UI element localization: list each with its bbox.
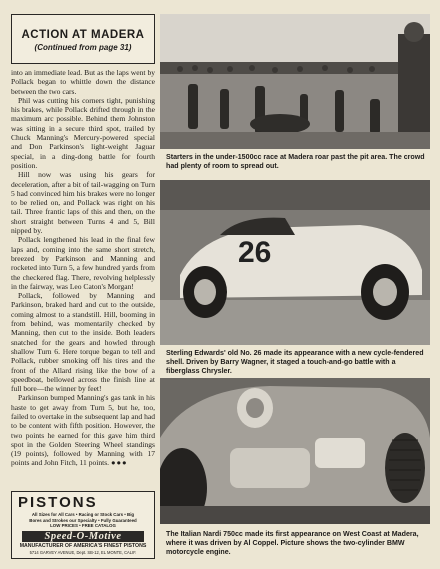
article-paragraph: Pollack lengthened his lead in the final few laps and, coming into the same short stretch, breezed by Parkinson and Manning and rocketed into Turn 5, a few hundred yards from the checkered flag. There, revolving helplessly in the fairway, was Leo Caton's Morgan!	[11, 235, 155, 291]
ad-line: LOW PRICES • FREE CATALOG	[50, 523, 116, 528]
end-mark: ●●●	[110, 458, 128, 468]
ad-line: Bores and Strokes our Specialty • Fully Guaranteed	[29, 517, 137, 523]
photo-pit-area-image	[160, 14, 430, 149]
article-header	[11, 14, 155, 64]
article-paragraph: Hill now was using his gears for deceleration, after a bit of tail-wagging on Turn 5 had convinced him his brakes were no longer to be relied on, and Pollack was right on his tail. Three frantic laps of this and then, on the short straight between Turns 4 and 5, Bill nipped by.	[11, 170, 155, 236]
caption-nardi-engine: The Italian Nardi 750cc made its first appearance on West Coast at Madera, where it was driven by Al Coppel. Picture shows the two-cylinder BMW motorcycle engine.	[166, 530, 419, 556]
caption-pit-area: Starters in the under-1500cc race at Madera roar past the pit area. The crowd had plenty of room to spread out.	[166, 153, 425, 170]
pistons-advertisement	[11, 491, 155, 559]
ad-maker-line: MANUFACTURER OF AMERICA'S FINEST PISTONS	[19, 542, 147, 549]
ad-logo-script: Speed-O-Motive	[22, 531, 144, 542]
photo-car-26	[160, 180, 430, 345]
article-paragraph: Phil was cutting his corners tight, punishing his brakes, while Pollack drifted through in the maximum arc possible. Behind them Johnston was sitting in a secure third spot, trailed by Chuck Manning's Mercury-powered special and Don Parkinson's light-weight Jaguar special, in a ding-dong battle for fourth position.	[11, 95, 155, 170]
caption-car-26: Sterling Edwards' old No. 26 made its appearance with a new cycle-fendered shell. Driven by Barry Wagner, it staged a touch-and-go battle with a fiberglass Chrysler.	[166, 349, 424, 375]
photo-pit-area	[160, 14, 430, 149]
ad-brand: PISTONS	[18, 494, 98, 511]
article-title: ACTION AT MADERA	[21, 29, 145, 41]
article-paragraph-text: Parkinson bumped Manning's gas tank in his haste to get away from Turn 5, but he, too, failed to overtake in the subsequent lap and had to be content with fifth position. However, the two points he earned for this gave him third spot in the Golden Steering Wheel standings (19 points), followed by Manning with 17 points and John Fitch, 11 points.	[11, 393, 155, 468]
ad-line: All Sizes for All Cars • Racing or Stock Cars • Big	[31, 512, 135, 517]
photo-nardi-engine	[160, 378, 430, 524]
photo-car-26-image	[160, 180, 430, 345]
ad-copy	[12, 512, 154, 529]
photo-nardi-engine-image	[160, 378, 430, 524]
article-paragraph	[11, 393, 155, 467]
article-paragraph: into an immediate lead. But as the laps went by Pollack began to whittle down the distance between the two cars.	[11, 68, 155, 96]
car-number: 26	[238, 236, 272, 269]
article-body	[11, 68, 155, 468]
article-continued-note: (Continued from page 31)	[34, 43, 132, 52]
article-paragraph: Pollack, followed by Manning and Parkinson, braked hard and cut to the outside, coming almost to a standstill. Hill, booming in from behind, was momentarily checked by Manning, then cut to the inside. Both leaders snatched for the gears and howled through shallow Turn 6. Here torque began to tell and Pollack, rubber smoking off his tires and the front of the Allard rising like the bow of a speedboat, bellowed across the finish line at full bore—the winner by feet!	[11, 291, 155, 394]
ad-address: 5714 GARVEY AVENUE, Dept. SB-12, EL MONTE, CALIF.	[29, 549, 137, 555]
